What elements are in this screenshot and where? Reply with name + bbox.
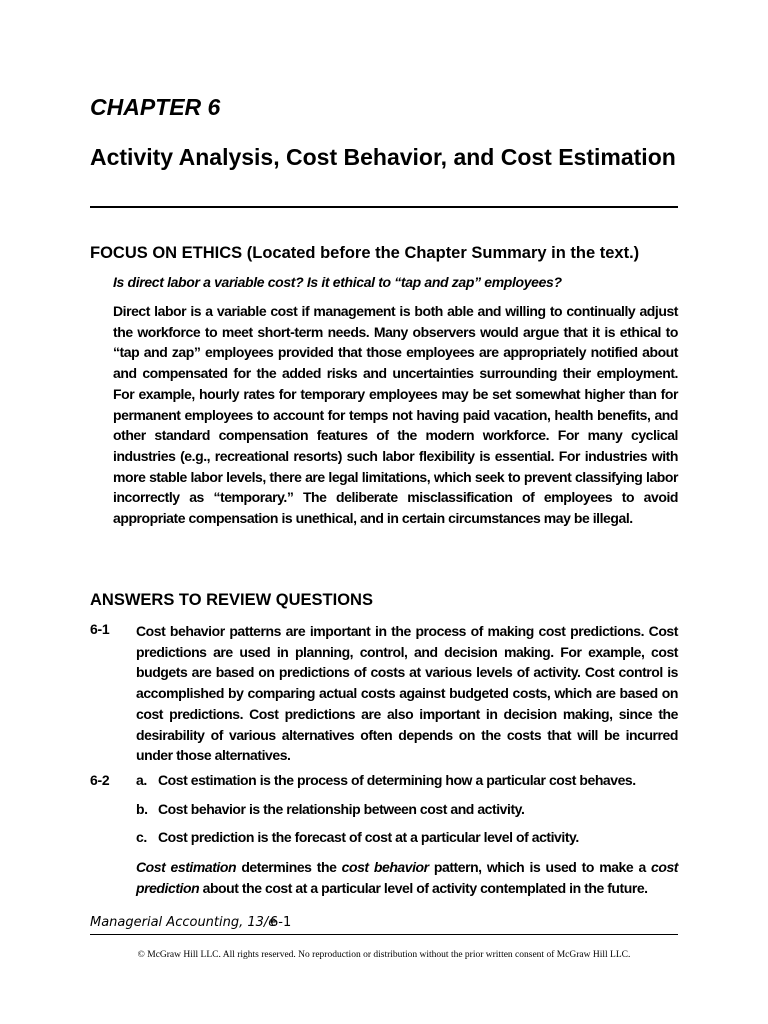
answer-6-2-item-c	[136, 829, 678, 845]
answer-6-2-item-a	[136, 772, 678, 788]
ethics-heading: FOCUS ON ETHICS (Located before the Chapter Summary in the text.)	[90, 244, 640, 262]
footer-book-title: Managerial Accounting, 13/e	[90, 915, 277, 930]
copyright-notice: © McGraw Hill LLC. All rights reserved. No reproduction or distribution without the prior written consent of McGraw Hill LLC.	[137, 950, 631, 960]
chapter-label: CHAPTER 6	[90, 94, 221, 120]
item-text: Cost behavior is the relationship between cost and activity.	[158, 801, 525, 817]
answer-6-2-summary	[136, 857, 678, 898]
chapter-title: Activity Analysis, Cost Behavior, and Cost Estimation	[90, 144, 676, 170]
answer-6-1: Cost behavior patterns are important in the process of making cost predictions. Cost predictions are used in planning, control, and decision making. For example, cost budgets are based on predictions of costs at various levels of activity. Cost control is accomplished by comparing actual costs against budgeted costs, which are based on cost predictions. Cost predictions are also important in decision making, since the desirability of various alternatives often depends on the costs that will be incurred under those alternatives.	[136, 623, 678, 764]
item-letter: c.	[136, 829, 147, 845]
question-number-6-2: 6-2	[90, 772, 110, 788]
item-letter: a.	[136, 772, 147, 788]
question-number-6-1: 6-1	[90, 621, 110, 637]
answer-6-2-item-b	[136, 801, 678, 817]
item-text: Cost estimation is the process of determining how a particular cost behaves.	[158, 772, 636, 788]
item-letter: b.	[136, 801, 148, 817]
footer-divider	[90, 934, 678, 935]
summary-text: pattern, which is used to make a	[428, 859, 652, 875]
footer-page-number: 6-1	[270, 915, 292, 930]
term-cost-prediction: cost prediction	[136, 859, 679, 896]
summary-text: about the cost at a particular level of activity contemplated in the future.	[199, 879, 648, 896]
ethics-question: Is direct labor a variable cost? Is it ethical to “tap and zap” employees?	[113, 274, 562, 290]
term-cost-behavior: cost behavior	[341, 859, 429, 875]
review-heading: ANSWERS TO REVIEW QUESTIONS	[90, 591, 373, 609]
summary-text: determines the	[236, 859, 342, 875]
item-text: Cost prediction is the forecast of cost at a particular level of activity.	[158, 829, 579, 845]
term-cost-estimation: Cost estimation	[136, 859, 237, 875]
ethics-body: Direct labor is a variable cost if management is both able and willing to continually adjust the workforce to meet short-term needs. Many observers would argue that it is ethical to “tap and zap” employees provided that those employees are appropriately notified about and compensated for the added risks and uncertainties surrounding their employment. For example, hourly rates for temporary employees may be set somewhat higher than for permanent employees to account for temps not having paid vacation, health benefits, and other standard compensation features of the modern workforce. For many cyclical industries (e.g., recreational resorts) such labor flexibility is essential. For industries with more stable labor levels, there are legal limitations, which seek to prevent classifying labor incorrectly as “temporary.” The deliberate misclassification of employees to avoid appropriate compensation is unethical, and in certain circumstances may be illegal.	[113, 303, 678, 527]
title-divider	[90, 206, 678, 208]
